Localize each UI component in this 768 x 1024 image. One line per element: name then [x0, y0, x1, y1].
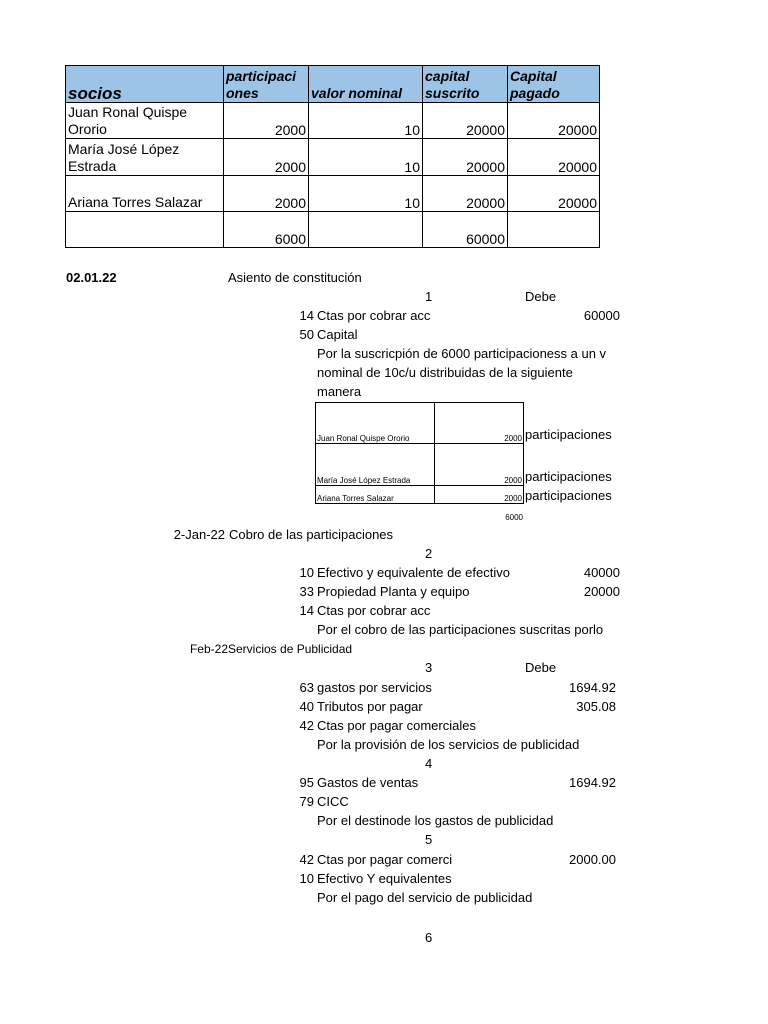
participaciones-detail-box: [315, 402, 524, 504]
socio-name: Ariana Torres Salazar: [66, 176, 224, 212]
account-name: Ctas por cobrar acc: [317, 603, 431, 618]
account-name: Gastos de ventas: [317, 775, 419, 790]
socio-name: María José López Estrada: [66, 139, 224, 176]
socios-table: [65, 65, 600, 248]
debit-amount: 40000: [583, 565, 620, 580]
capital-pagado-cell: 20000: [508, 176, 600, 212]
capital-pagado-cell: 20000: [508, 139, 600, 176]
asiento1-glosa-line: manera: [317, 384, 362, 399]
account-code: 14: [299, 308, 314, 323]
capital-pagado-cell: 20000: [508, 103, 600, 139]
account-code: 10: [299, 871, 314, 886]
table-row: [66, 103, 600, 139]
detail-qty: 2000: [435, 403, 524, 444]
table-header-row: [66, 66, 600, 103]
asiento5-glosa: Por el pago del servicio de publicidad: [317, 890, 533, 905]
account-name: Tributos por pagar: [317, 699, 423, 714]
detail-qty: 2000: [435, 444, 524, 486]
debit-amount: 1694.92: [569, 680, 616, 695]
account-name: Efectivo y equivalente de efectivo: [317, 565, 510, 580]
asiento3-glosa: Por la provisión de los servicios de publicidad: [317, 737, 580, 752]
capital-suscrito-cell: 20000: [423, 139, 508, 176]
total-capital-suscrito: 60000: [423, 212, 508, 248]
asiento1-date: 02.01.22: [66, 270, 117, 285]
account-code: 42: [299, 852, 314, 867]
totals-row: [66, 212, 600, 248]
account-name: Efectivo Y equivalentes: [317, 871, 452, 886]
account-code: 10: [299, 565, 314, 580]
detail-qty: 2000: [435, 486, 524, 504]
account-code: 50: [299, 327, 314, 342]
total-participaciones: 6000: [224, 212, 309, 248]
valor-nominal-cell: 10: [309, 103, 423, 139]
debit-amount: 20000: [583, 584, 620, 599]
detail-label: participaciones: [525, 427, 612, 442]
account-code: 42: [299, 718, 314, 733]
capital-suscrito-cell: 20000: [423, 176, 508, 212]
asiento4-number: 4: [425, 756, 433, 771]
detail-label: participaciones: [525, 488, 612, 503]
table-row: [66, 176, 600, 212]
account-name: Propiedad Planta y equipo: [317, 584, 470, 599]
header-valor-nominal: valor nominal: [309, 66, 423, 103]
account-code: 33: [299, 584, 314, 599]
asiento2-number: 2: [425, 546, 433, 561]
detail-name: Ariana Torres Salazar: [316, 486, 435, 504]
account-name: CICC: [317, 794, 349, 809]
detail-total: 6000: [505, 513, 523, 522]
asiento3-number: 3: [425, 660, 433, 675]
asiento2-title: Cobro de las participaciones: [229, 527, 394, 542]
participaciones-cell: 2000: [224, 176, 309, 212]
header-socios: socios: [66, 66, 224, 103]
detail-label: participaciones: [525, 469, 612, 484]
debit-amount: 60000: [583, 308, 620, 323]
asiento5-number: 5: [425, 832, 433, 847]
debit-amount: 2000.00: [569, 852, 616, 867]
account-code: 63: [299, 680, 314, 695]
header-capital-suscrito: capital suscrito: [423, 66, 508, 103]
header-participaciones: participaci ones: [224, 66, 309, 103]
asiento6-number: 6: [425, 930, 433, 945]
account-code: 14: [299, 603, 314, 618]
asiento1-glosa-line: nominal de 10c/u distribuidas de la siguiente: [317, 365, 573, 380]
table-row: [66, 139, 600, 176]
account-name: Capital: [317, 327, 358, 342]
socio-name: Juan Ronal Quispe Ororio: [66, 103, 224, 139]
header-capital-pagado: Capital pagado: [508, 66, 600, 103]
asiento3-date: Feb-22: [189, 642, 228, 656]
account-code: 95: [299, 775, 314, 790]
valor-nominal-cell: 10: [309, 176, 423, 212]
asiento1-title: Asiento de constitución: [228, 270, 362, 285]
valor-nominal-cell: 10: [309, 139, 423, 176]
account-name: gastos por servicios: [317, 680, 432, 695]
account-code: 79: [299, 794, 314, 809]
detail-name: Juan Ronal Quispe Ororio: [316, 403, 435, 444]
asiento4-glosa: Por el destinode los gastos de publicidad: [317, 813, 554, 828]
asiento3-title: Servicios de Publicidad: [228, 642, 353, 656]
account-name: Ctas por cobrar acc: [317, 308, 431, 323]
asiento2-glosa: Por el cobro de las participaciones suscritas porlo: [317, 622, 604, 637]
account-name: Ctas por pagar comerci: [317, 852, 453, 867]
debit-amount: 305.08: [576, 699, 616, 714]
asiento1-debe-header: Debe: [525, 289, 557, 304]
participaciones-cell: 2000: [224, 103, 309, 139]
participaciones-cell: 2000: [224, 139, 309, 176]
account-name: Ctas por pagar comerciales: [317, 718, 476, 733]
detail-name: María José López Estrada: [316, 444, 435, 486]
capital-suscrito-cell: 20000: [423, 103, 508, 139]
asiento1-glosa-line: Por la suscricpión de 6000 participacioness a un v: [317, 346, 607, 361]
asiento2-date: 2-Jan-22: [173, 527, 225, 542]
asiento3-debe-header: Debe: [525, 660, 557, 675]
asiento1-number: 1: [425, 289, 433, 304]
debit-amount: 1694.92: [569, 775, 616, 790]
account-code: 40: [299, 699, 314, 714]
